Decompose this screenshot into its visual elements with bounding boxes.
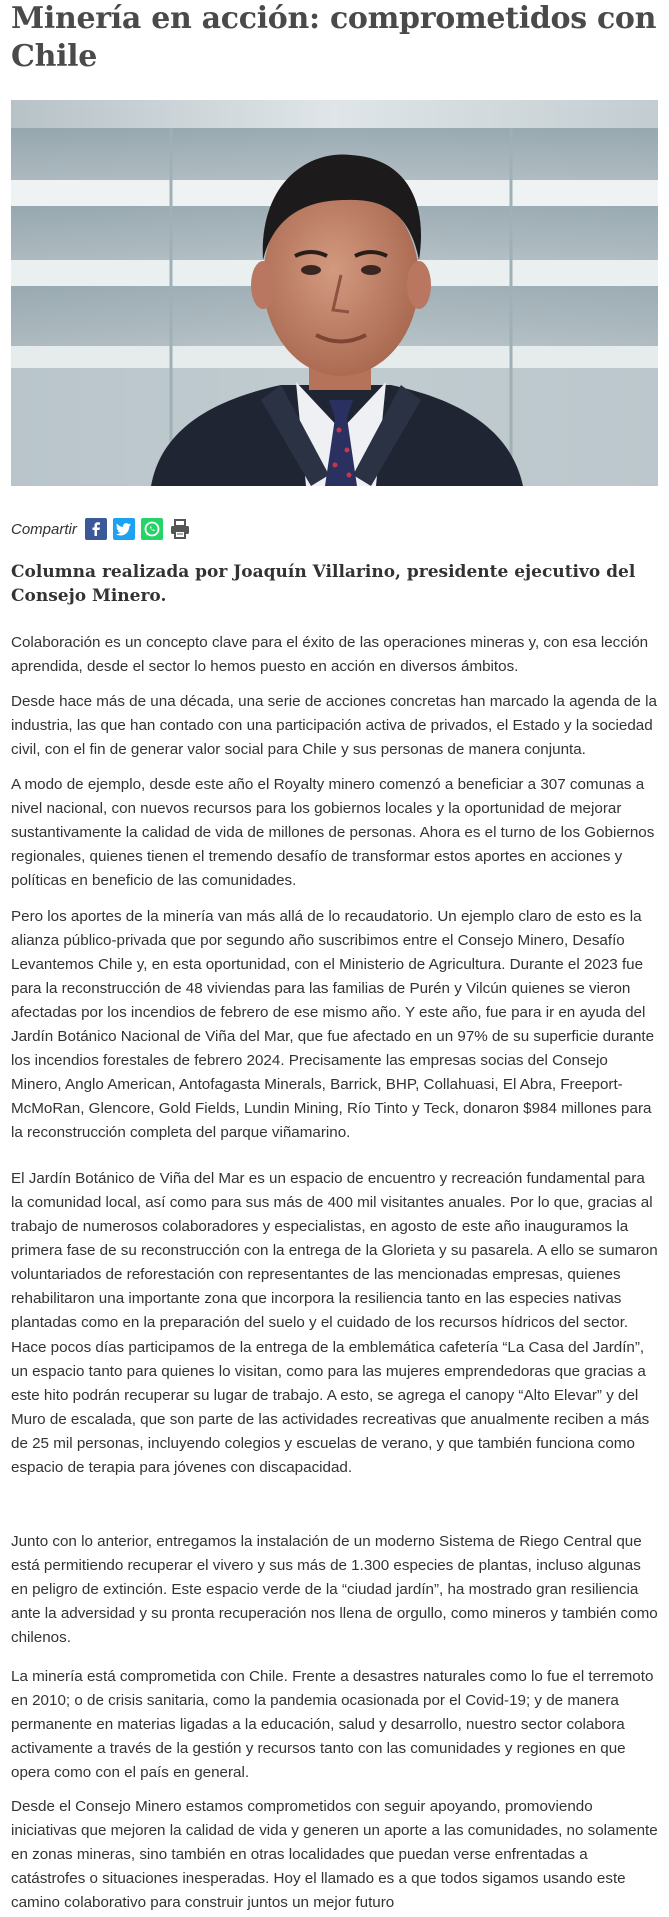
paragraph: Pero los aportes de la minería van más allá de lo recaudatorio. Un ejemplo claro de esto es la alianza público-privada que por segundo año suscribimos entre el Consejo Minero, Desafío Levantemos Chile y, en esta oportunidad, con el Ministerio de Agricultura. Durante el 2023 fue para la reconstrucción de 48 viviendas para las familias de Purén y Vilcún quienes se vieron afectadas por los incendios de febrero de ese mismo año. Y este año, fue para ir en ayuda del Jardín Botánico Nacional de Viña del Mar, que fue afectado en un 97% de su superficie durante los incendios forestales de febrero 2024. Precisamente las empresas socias del Consejo Minero, Anglo American, Antofagasta Minerals, Barrick, BHP, Collahuasi, El Abra, Freeport-McMoRan, Glencore, Gold Fields, Lundin Mining, Río Tinto y Teck, donaron $984 millones para la reconstrucción completa del parque viñamarino. [11,908,655,1141]
paragraph: Junto con lo anterior, entregamos la instalación de un moderno Sistema de Riego Central que está permitiendo recuperar el vivero y sus más de 1.300 especies de plantas, incluso algunas en peligro de extinción. Este espacio verde de la “ciudad jardín”, ha mostrado gran resiliencia ante la adversidad y su pronta recuperación nos llena de orgullo, como mineros y también como chilenos. [11,1533,658,1646]
whatsapp-icon[interactable] [141,518,163,540]
article-lead: Columna realizada por Joaquín Villarino, presidente ejecutivo del Consejo Minero. [11,562,636,606]
facebook-icon[interactable] [85,518,107,540]
paragraph: Desde hace más de una década, una serie de acciones concretas han marcado la agenda de la industria, las que han contado con una participación activa de privados, el Estado y la sociedad civil, con el fin de generar valor social para Chile y sus personas de manera conjunta. [11,693,657,758]
twitter-icon[interactable] [113,518,135,540]
paragraph: Colaboración es un concepto clave para el éxito de las operaciones mineras y, con esa lección aprendida, desde el sector lo hemos puesto en acción en diversos ámbitos. [11,634,649,675]
paragraph: La minería está comprometida con Chile. Frente a desastres naturales como lo fue el terremoto en 2010; o de crisis sanitaria, como la pandemia ocasionada por el Covid-19; y de manera permanente en materias ligadas a la educación, salud y desarrollo, nuestro sector colabora activamente a través de la gestión y recursos tanto con las comunidades y regiones en que opera como con el país en general. [11,1668,654,1781]
share-label: Compartir [11,520,77,538]
paragraph: A modo de ejemplo, desde este año el Royalty minero comenzó a beneficiar a 307 comunas a nivel nacional, con nuevos recursos para los gobiernos locales y la oportunidad de mejorar sustantivamente la calidad de vida de millones de personas. Ahora es el turno de los Gobiernos regionales, quienes tienen el tremendo desafío de transformar estos aportes en acciones y políticas en beneficio de las comunidades. [11,776,655,889]
paragraph: Hace pocos días participamos de la entrega de la emblemática cafetería “La Casa del Jardín”, un espacio tanto para quienes lo visitan, como para las mujeres emprendedoras que gracias a este hito podrán recuperar su lugar de trabajo. A esto, se agrega el canopy “Alto Elevar” y del Muro de escalada, que son parte de las actividades recreativas que anualmente reciben a más de 25 mil personas, incluyendo colegios y escuelas de verano, y que también funciona como espacio de terapia para jóvenes con discapacidad. [11,1339,650,1476]
article-photo [11,100,658,486]
paragraph: El Jardín Botánico de Viña del Mar es un espacio de encuentro y recreación fundamental para la comunidad local, así como para sus más de 400 mil visitantes anuales. Por lo que, gracias al trabajo de numerosos colaboradores y especialistas, en agosto de este año inauguramos la primera fase de su reconstrucción con la entrega de la Glorieta y su pasarela. A ello se sumaron voluntariados de reforestación con representantes de las mencionadas empresas, quienes rehabilitaron una importante zona que incorpora la resiliencia tanto en las especies nativas plantadas como en la preparación del suelo y el cuidado de los recursos hídricos del sector. [11,1170,658,1331]
share-bar [11,516,197,542]
paragraph: Desde el Consejo Minero estamos comprometidos con seguir apoyando, promoviendo iniciativas que mejoren la calidad de vida y generen un aporte a las comunidades, no solamente en zonas mineras, sino también en otras localidades que puedan verse enfrentadas a catástrofes o situaciones inesperadas. Hoy el llamado es a que todos sigamos usando este camino colaborativo para construir juntos un mejor futuro [11,1798,658,1911]
print-icon[interactable] [169,518,191,540]
portrait-illustration [11,100,658,486]
article-title: Minería en acción: comprometidos con Chile [11,1,657,74]
